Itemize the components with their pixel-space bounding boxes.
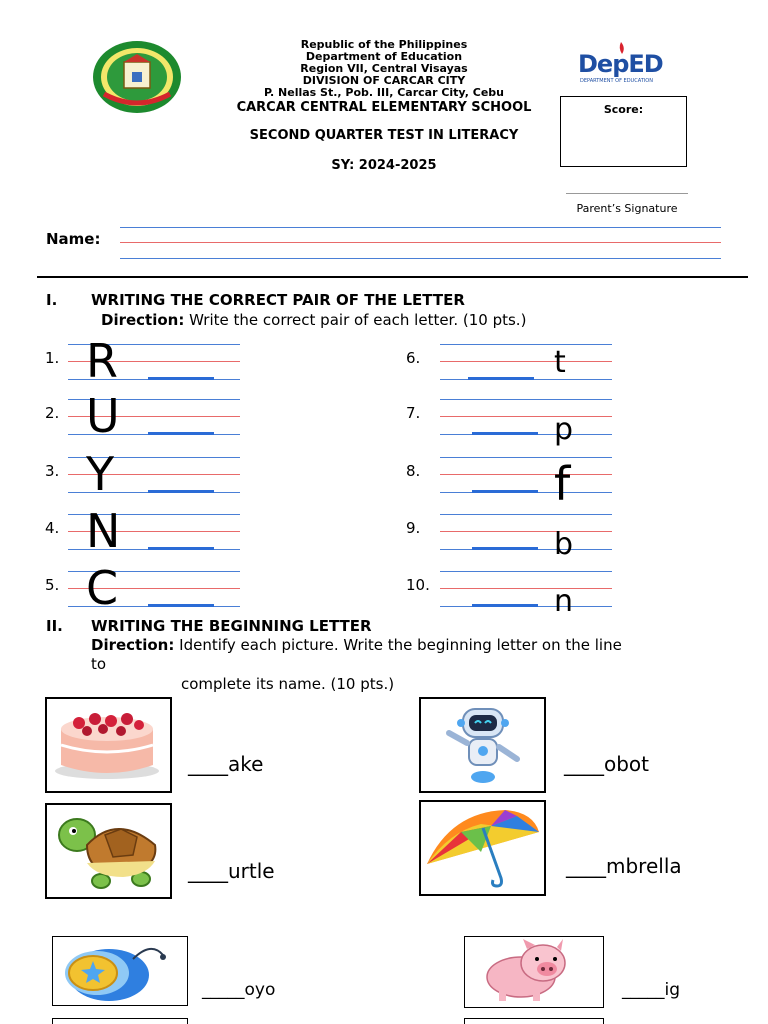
pig-picture-box — [464, 936, 604, 1008]
given-letter: t — [554, 345, 566, 380]
given-letter: f — [554, 457, 571, 511]
given-letter: R — [86, 334, 118, 388]
given-letter: C — [86, 561, 119, 615]
school-year: SY: 2024-2025 — [331, 158, 437, 173]
test-title: SECOND QUARTER TEST IN LITERACY — [249, 128, 519, 143]
next-picture-box — [464, 1018, 604, 1024]
right-item-line — [440, 571, 612, 572]
header-line: Department of Education — [305, 50, 463, 63]
deped-logo-text: DepED — [578, 50, 663, 78]
answer-blank[interactable]: ____ — [566, 854, 606, 878]
score-label: Score: — [603, 103, 644, 116]
name-line — [120, 242, 721, 243]
school-name: CARCAR CENTRAL ELEMENTARY SCHOOL — [236, 100, 532, 115]
answer-blank[interactable]: _____ — [622, 980, 665, 1000]
section1-number: I. — [46, 291, 58, 309]
direction-label: Direction: — [101, 311, 185, 329]
score-box[interactable] — [560, 96, 687, 167]
answer-blank[interactable]: _____ — [202, 980, 245, 1000]
given-letter: U — [86, 389, 120, 443]
answer-blank[interactable] — [472, 604, 538, 607]
answer-blank[interactable]: ____ — [564, 752, 604, 776]
item-number: 4. — [45, 519, 60, 537]
item-number: 9. — [406, 519, 421, 537]
right-item-line — [440, 361, 612, 362]
given-letter: p — [554, 412, 574, 447]
answer-blank[interactable] — [148, 432, 214, 435]
pig-word — [622, 980, 680, 1000]
section2-heading: WRITING THE BEGINNING LETTER — [91, 617, 372, 635]
answer-blank[interactable] — [148, 377, 214, 380]
answer-blank[interactable] — [472, 432, 538, 435]
section1-heading: WRITING THE CORRECT PAIR OF THE LETTER — [91, 291, 465, 309]
given-letter: b — [554, 527, 574, 562]
answer-blank[interactable] — [148, 547, 214, 550]
deped-logo — [578, 40, 668, 88]
word-rest: obot — [604, 752, 650, 776]
yoyo-picture — [53, 937, 187, 1005]
right-item-line — [440, 474, 612, 475]
signature-line[interactable] — [566, 193, 688, 194]
item-number: 8. — [406, 462, 421, 480]
word-rest: oyo — [244, 980, 276, 1000]
answer-blank[interactable] — [148, 604, 214, 607]
item-number: 3. — [45, 462, 60, 480]
answer-blank[interactable] — [468, 377, 534, 380]
direction-text: Write the correct pair of each letter. (10 pts.) — [189, 311, 527, 329]
item-number: 10. — [406, 576, 430, 594]
right-item-line — [440, 588, 612, 589]
direction-label: Direction: — [91, 636, 175, 654]
word-rest: urtle — [228, 859, 275, 883]
answer-blank[interactable]: ____ — [188, 752, 228, 776]
item-number: 6. — [406, 349, 421, 367]
signature-label: Parent’s Signature — [576, 202, 678, 215]
item-number: 2. — [45, 404, 60, 422]
umbrella-picture — [421, 802, 544, 894]
answer-blank[interactable] — [148, 490, 214, 493]
cake-picture-box — [45, 697, 172, 793]
section2-direction-to: to — [91, 655, 107, 673]
deped-logo-subtext: DEPARTMENT OF EDUCATION — [580, 78, 653, 84]
item-number: 7. — [406, 404, 421, 422]
turtle-picture-box — [45, 803, 172, 899]
section2-direction — [91, 636, 622, 654]
name-label: Name: — [46, 230, 101, 248]
header-line: DIVISION OF CARCAR CITY — [302, 74, 466, 87]
answer-blank[interactable] — [472, 547, 538, 550]
word-rest: ake — [228, 752, 264, 776]
given-letter: N — [86, 504, 121, 558]
right-item-line — [440, 344, 612, 345]
right-item-line — [440, 457, 612, 458]
name-line — [120, 227, 721, 228]
turtle-word — [188, 859, 275, 883]
umbrella-word — [566, 854, 682, 878]
header-line: P. Nellas St., Pob. III, Carcar City, Cebu — [264, 86, 504, 99]
word-rest: mbrella — [606, 854, 682, 878]
answer-blank[interactable] — [472, 490, 538, 493]
robot-picture-box — [419, 697, 546, 793]
divider-rule — [37, 276, 748, 278]
cake-word — [188, 752, 263, 776]
right-item-line — [440, 531, 612, 532]
direction-text: Identify each picture. Write the beginning letter on the line — [179, 636, 622, 654]
section2-direction-cont: complete its name. (10 pts.) — [181, 675, 395, 693]
right-item-line — [440, 514, 612, 515]
robot-word — [564, 752, 649, 776]
name-line — [120, 258, 721, 259]
header-line: Republic of the Philippines — [300, 38, 468, 51]
header-line: Region VII, Central Visayas — [300, 62, 468, 75]
word-rest: ig — [664, 980, 681, 1000]
item-number: 1. — [45, 349, 60, 367]
turtle-picture — [47, 805, 170, 897]
right-item-line — [440, 416, 612, 417]
cake-picture — [47, 699, 170, 791]
pig-picture — [465, 937, 603, 1007]
robot-picture — [421, 699, 544, 791]
yoyo-picture-box — [52, 936, 188, 1006]
section1-direction — [101, 311, 526, 329]
answer-blank[interactable]: ____ — [188, 859, 228, 883]
next-picture-box — [52, 1018, 188, 1024]
item-number: 5. — [45, 576, 60, 594]
umbrella-picture-box — [419, 800, 546, 896]
yoyo-word — [202, 980, 275, 1000]
given-letter: n — [554, 584, 574, 619]
section2-number: II. — [46, 617, 63, 635]
given-letter: Y — [86, 447, 115, 501]
right-item-line — [440, 399, 612, 400]
